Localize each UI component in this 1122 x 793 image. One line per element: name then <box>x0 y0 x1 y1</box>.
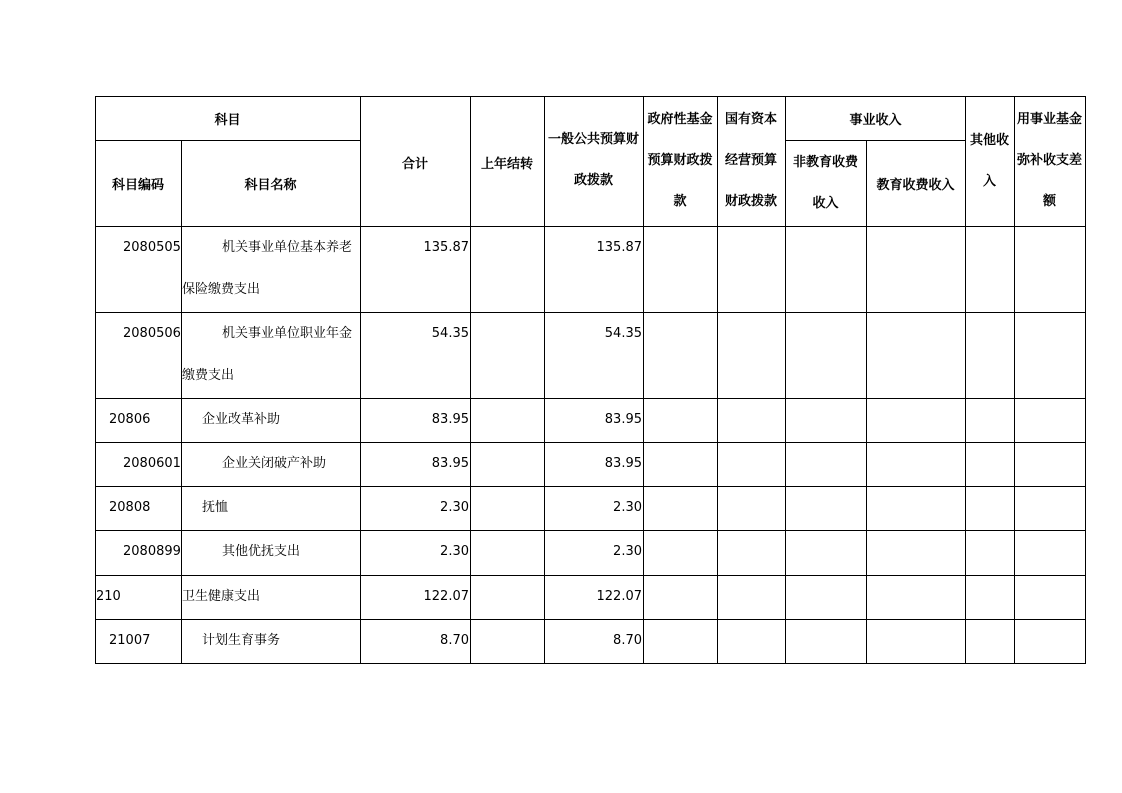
row-code: 2080505 <box>123 240 181 255</box>
row-general: 2.30 <box>613 544 642 559</box>
row-total: 83.95 <box>431 456 469 471</box>
row-general: 83.95 <box>604 456 642 471</box>
row-total: 2.30 <box>440 544 469 559</box>
row-total: 135.87 <box>423 240 469 255</box>
row-code: 20808 <box>109 500 151 515</box>
row-name-cont: 缴费支出 <box>182 368 235 383</box>
row-name: 抚恤 <box>202 500 229 515</box>
header-state-capital: 国有资本 经营预算 财政拨款 <box>724 112 777 209</box>
row-total: 122.07 <box>423 589 469 604</box>
row-name: 计划生育事务 <box>202 633 281 648</box>
header-last-year-carryover: 上年结转 <box>480 156 533 172</box>
row-total: 83.95 <box>431 412 469 427</box>
row-total: 8.70 <box>440 633 469 648</box>
row-code: 2080899 <box>123 544 181 559</box>
row-name: 卫生健康支出 <box>182 589 261 604</box>
row-name-cont: 保险缴费支出 <box>182 282 261 297</box>
row-general: 83.95 <box>604 412 642 427</box>
row-general: 135.87 <box>596 240 642 255</box>
row-code: 210 <box>96 589 121 604</box>
row-name: 企业关闭破产补助 <box>222 456 327 471</box>
row-name: 其他优抚支出 <box>222 544 301 559</box>
header-gov-fund: 政府性基金 预算财政拨 款 <box>647 112 713 209</box>
row-total: 54.35 <box>431 326 469 341</box>
header-subject: 科目 <box>214 112 241 128</box>
header-total: 合计 <box>401 156 428 172</box>
budget-table <box>95 96 1086 664</box>
header-subject-code: 科目编码 <box>111 177 164 193</box>
header-edu-fee: 教育收费收入 <box>876 177 955 193</box>
row-name: 企业改革补助 <box>202 412 281 427</box>
row-name: 机关事业单位基本养老 <box>222 240 353 255</box>
row-general: 8.70 <box>613 633 642 648</box>
header-subject-name: 科目名称 <box>244 177 297 193</box>
header-non-edu-fee: 非教育收费 收入 <box>792 155 858 211</box>
header-business-income: 事业收入 <box>849 112 902 128</box>
row-code: 20806 <box>109 412 151 427</box>
row-general: 54.35 <box>604 326 642 341</box>
row-code: 2080601 <box>123 456 181 471</box>
row-name: 机关事业单位职业年金 <box>222 326 353 341</box>
row-total: 2.30 <box>440 500 469 515</box>
row-code: 21007 <box>109 633 151 648</box>
row-general: 2.30 <box>613 500 642 515</box>
row-code: 2080506 <box>123 326 181 341</box>
header-fund-offset: 用事业基金 弥补收支差 额 <box>1016 112 1082 209</box>
header-general-budget: 一般公共预算财 政拨款 <box>547 132 639 188</box>
header-other-income: 其他收 入 <box>969 133 1009 189</box>
row-general: 122.07 <box>596 589 642 604</box>
